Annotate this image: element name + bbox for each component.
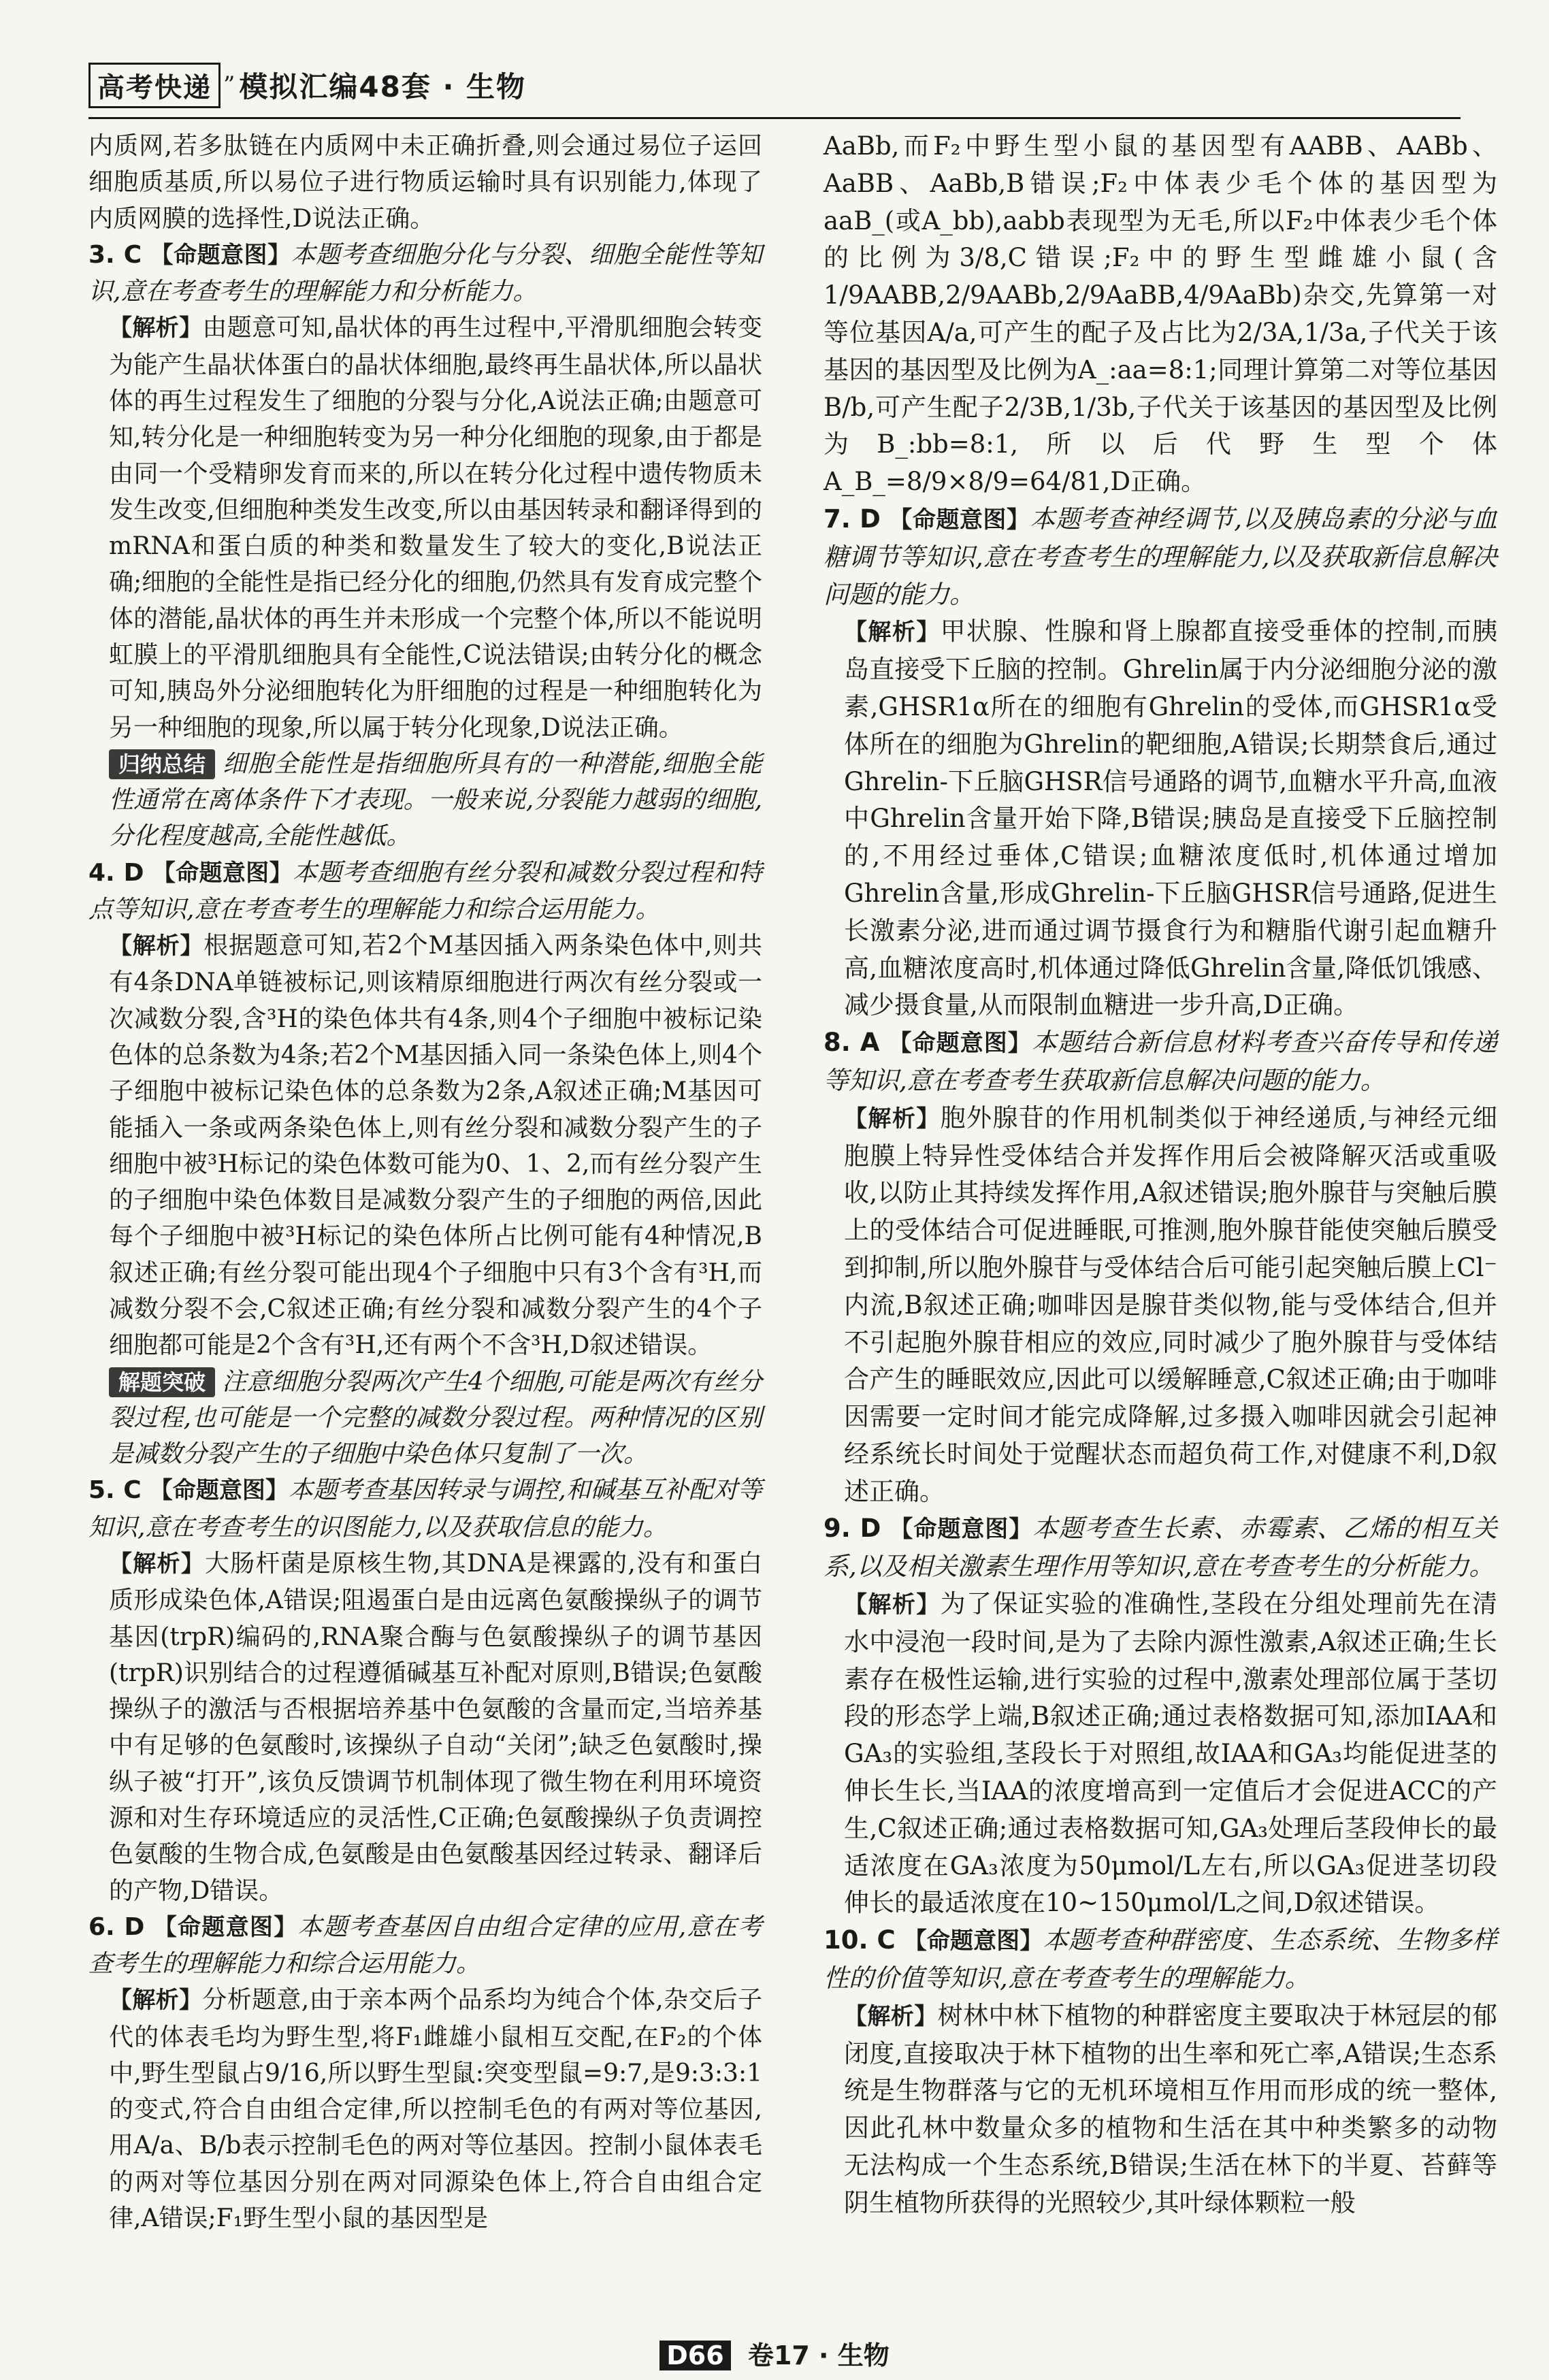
analysis-tag: 【解析】 — [109, 1987, 203, 2015]
question-intent — [824, 1922, 1497, 1998]
intent-tag: 【命题意图】 — [903, 1927, 1043, 1955]
analysis — [88, 1546, 762, 1909]
analysis-text: 胞外腺苷的作用机制类似于神经递质,与神经元细胞膜上特异性受体结合并发挥作用后会被降解灭活或重吸收,以防止其持续发挥作用,A叙述错误;胞外腺苷与突触后膜上的受体结合可促进睡眠,可推测,胞外腺苷能使突触后膜受到抑制,所以胞外腺苷与受体结合后可能引起突触后膜上Cl⁻内流,B叙述正确;咖啡因是腺苷类似物,能与受体结合,但并不引起胞外腺苷相应的效应,同时减少了胞外腺苷与受体结合产生的睡眠效应,因此可以缓解睡意,C叙述正确;由于咖啡因需要一定时间才能完成降解,过多摄入咖啡因就会引起神经系统长时间处于觉醒状态而超负荷工作,对健康不利,D叙述正确。 — [844, 1103, 1497, 1506]
tip-box — [88, 1364, 762, 1473]
intent-text: 本题结合新信息材料考查兴奋传导和传递等知识,意在考查考生获取新信息解决问题的能力。 — [824, 1028, 1497, 1095]
tip-text: 细胞全能性是指细胞所具有的一种潜能,细胞全能性通常在离体条件下才表现。一般来说,分裂能力越弱的细胞,分化程度越高,全能性越低。 — [109, 749, 762, 851]
intent-text: 本题考查生长素、赤霉素、乙烯的相互关系,以及相关激素生理作用等知识,意在考查考生的分析能力。 — [824, 1514, 1498, 1582]
tip-box — [88, 746, 762, 855]
book-title: 模拟汇编48套 · 生物 — [239, 70, 527, 103]
analysis-text: 为了保证实验的准确性,茎段在分组处理前先在清水中浸泡一段时间,是为了去除内源性激素,A叙述正确;生长素存在极性运输,进行实验的过程中,激素处理部位属于茎切段的形态学上端,B叙述正确;通过表格数据可知,添加IAA和GA₃的实验组,茎段长于对照组,故IAA和GA₃均能促进茎的伸长生长,当IAA的浓度增高到一定值后才会促进ACC的产生,C叙述正确;通过表格数据可知,GA₃处理后茎段伸长的最适浓度在GA₃浓度为50μmol/L左右,所以GA₃促进茎切段伸长的最适浓度在10~150μmol/L之间,D叙述错误。 — [844, 1589, 1497, 1918]
intent-text: 本题考查神经调节,以及胰岛素的分泌与血糖调节等知识,意在考查考生的理解能力,以及获取新信息解决问题的能力。 — [824, 504, 1498, 609]
analysis — [88, 310, 762, 745]
intent-tag: 【命题意图】 — [152, 1913, 298, 1941]
intent-text: 本题考查细胞分化与分裂、细胞全能性等知识,意在考查考生的理解能力和分析能力。 — [88, 240, 762, 306]
analysis-text: 根据题意可知,若2个M基因插入两条染色体中,则共有4条DNA单链被标记,则该精原细胞进行两次有丝分裂或一次减数分裂,含³H的染色体共有4条,则4个子细胞中被标记染色体的总条数为4条;若2个M基因插入同一条染色体上,则4个子细胞中被标记染色体的总条数为2条,A叙述正确;M基因可能插入一条或两条染色体上,则有丝分裂和减数分裂产生的子细胞中被³H标记的染色体数可能为0、1、2,而有丝分裂产生的子细胞中染色体数目是减数分裂产生的子细胞的两倍,因此每个子细胞中被³H标记的染色体所占比例可能有4种情况,B叙述正确;有丝分裂可能出现4个子细胞中只有3个含有³H,而减数分裂不会,C叙述正确;有丝分裂和减数分裂产生的4个子细胞都可能是2个含有³H,还有两个不含³H,D叙述错误。 — [109, 932, 763, 1360]
question-intent — [88, 1472, 762, 1546]
question-intent — [824, 1510, 1497, 1586]
page-footer — [0, 2334, 1549, 2372]
analysis-text: 甲状腺、性腺和肾上腺都直接受垂体的控制,而胰岛直接受下丘脑的控制。Ghrelin属于内分泌细胞分泌的激素,GHSR1α所在的细胞有Ghrelin的受体,而GHSR1α受体所在的细胞为Ghrelin的靶细胞,A错误;长期禁食后,通过Ghrelin-下丘脑GHSR信号通路的调节,血糖水平升高,血液中Ghrelin含量开始下降,B错误;胰岛是直接受下丘脑控制的,不用经过垂体,C错误;血糖浓度低时,机体通过增加Ghrelin含量,形成Ghrelin-下丘脑GHSR信号通路,促进生长激素分泌,进而通过调节摄食行为和糖脂代谢引起血糖升高,血糖浓度高时,机体通过降低Ghrelin含量,降低饥饿感、减少摄食量,从而限制血糖进一步升高,D正确。 — [844, 617, 1497, 1020]
brand-logo: 高考快递 — [88, 63, 221, 108]
intent-text: 本题考查基因转录与调控,和碱基互补配对等知识,意在考查考生的识图能力,以及获取信息的能力。 — [88, 1476, 763, 1542]
analysis — [88, 1982, 762, 2236]
analysis-text: 分析题意,由于亲本两个品系均为纯合个体,杂交后子代的体表毛均为野生型,将F₁雌雄小鼠相互交配,在F₂的个体中,野生型鼠占9/16,所以野生型鼠:突变型鼠=9:7,是9:3:3:1的变式,符合自由组合定律,所以控制毛色的有两对等位基因,用A/a、B/b表示控制毛色的两对等位基因。控制小鼠体表毛的两对等位基因分别在两对同源染色体上,符合自由组合定律,A错误;F₁野生型小鼠的基因型是 — [109, 1986, 763, 2233]
analysis-text: 大肠杆菌是原核生物,其DNA是裸露的,没有和蛋白质形成染色体,A错误;阻遏蛋白是由远离色氨酸操纵子的调节基因(trpR)编码的,RNA聚合酶与色氨酸操纵子的调节基因(trpR)识别结合的过程遵循碱基互补配对原则,B错误;色氨酸操纵子的激活与否根据培养基中色氨酸的含量而定,当培养基中有足够的色氨酸时,该操纵子自动“关闭”;缺乏色氨酸时,操纵子被“打开”,该负反馈调节机制体现了微生物在利用环境资源和对生存环境适应的灵活性,C正确;色氨酸操纵子负责调控色氨酸的生物合成,色氨酸是由色氨酸基因经过转录、翻译后的产物,D错误。 — [109, 1549, 763, 1905]
paragraph: 内质网,若多肽链在内质网中未正确折叠,则会通过易位子运回细胞质基质,所以易位子进行物质运输时具有识别能力,体现了内质网膜的选择性,D说法正确。 — [88, 132, 762, 233]
analysis-tag: 【解析】 — [109, 932, 204, 960]
paragraph: AaBb,而F₂中野生型小鼠的基因型有AABB、AABb、AaBB、AaBb,B错误;F₂中体表少毛个体的基因型为aaB_(或A_bb),aabb表现型为无毛,所以F₂中体表少毛个体的比例为3/8,C错误;F₂中的野生型雌雄小鼠(含1/9AABB,2/9AABb,2/9AaBB,4/9AaBb)杂交,先算第一对等位基因A/a,可产生的配子及占比为2/3A,1/3a,子代关于该基因的基因型及比例为A_:aa=8:1;同理计算第二对等位基因B/b,可产生配子2/3B,1/3b,子代关于该基因的基因型及比例为B_:bb=8:1,所以后代野生型个体A_B_=8/9×8/9=64/81,D正确。 — [824, 131, 1497, 497]
analysis-tag: 【解析】 — [109, 314, 203, 342]
left-column — [88, 128, 762, 2236]
right-column — [824, 128, 1497, 2222]
analysis-tag: 【解析】 — [844, 1591, 941, 1619]
intent-text: 本题考查基因自由组合定律的应用,意在考查考生的理解能力和综合运用能力。 — [88, 1912, 763, 1978]
tip-label: 归纳总结 — [109, 749, 215, 779]
analysis-tag: 【解析】 — [844, 1105, 941, 1132]
intent-tag: 【命题意图】 — [888, 506, 1030, 534]
intent-text: 本题考查细胞有丝分裂和减数分裂过程和特点等知识,意在考查考生的理解能力和综合运用能力。 — [88, 858, 762, 924]
intent-tag: 【命题意图】 — [150, 241, 291, 269]
question-intent — [824, 1024, 1497, 1100]
question-intent — [88, 855, 762, 928]
intent-text: 本题考查种群密度、生态系统、生物多样性的价值等知识,意在考查考生的理解能力。 — [824, 1925, 1498, 1993]
intent-tag: 【命题意图】 — [887, 1030, 1032, 1058]
intent-tag: 【命题意图】 — [152, 859, 293, 887]
analysis-tag: 【解析】 — [844, 619, 941, 647]
analysis — [824, 1586, 1497, 1922]
analysis-tag: 【解析】 — [109, 1550, 205, 1578]
analysis — [824, 1998, 1497, 2222]
analysis-text: 树林中林下植物的种群密度主要取决于林冠层的郁闭度,直接取决于林下植物的出生率和死亡率,A错误;生态系统是生物群落与它的无机环境相互作用而形成的统一整体,因此孔林中数量众多的植物和生活在其中种类繁多的动物无法构成一个生态系统,B错误;生活在林下的半夏、苔藓等阴生植物所获得的光照较少,其叶绿体颗粒一般 — [844, 2000, 1498, 2217]
tip-label: 解题突破 — [109, 1367, 215, 1397]
answer-number: 3. C — [88, 240, 142, 269]
tip-text: 注意细胞分裂两次产生4个细胞,可能是两次有丝分裂过程,也可能是一个完整的减数分裂过程。两种情况的区别是减数分裂产生的子细胞中染色体只复制了一次。 — [109, 1367, 762, 1469]
page-number: D66 — [659, 2341, 730, 2370]
brand-quote-icon: ” — [223, 71, 235, 99]
answer-number: 10. C — [824, 1925, 896, 1955]
question-intent — [88, 1909, 762, 1983]
analysis — [88, 928, 762, 1363]
analysis — [824, 1100, 1497, 1511]
header-divider — [88, 117, 1461, 119]
answer-number: 7. D — [824, 504, 881, 534]
intent-tag: 【命题意图】 — [149, 1477, 289, 1505]
answer-number: 6. D — [88, 1912, 145, 1941]
answer-number: 5. C — [88, 1476, 142, 1505]
answer-number: 8. A — [824, 1028, 880, 1058]
intent-tag: 【命题意图】 — [889, 1516, 1033, 1544]
analysis-text: 由题意可知,晶状体的再生过程中,平滑肌细胞会转变为能产生晶状体蛋白的晶状体细胞,最终再生晶状体,所以晶状体的再生过程发生了细胞的分裂与分化,A说法正确;由题意可知,转分化是一种细胞转变为另一种分化细胞的现象,由于都是由同一个受精卵发育而来的,所以在转分化过程中遗传物质未发生改变,但细胞种类发生改变,所以由基因转录和翻译得到的mRNA和蛋白质的种类和数量发生了较大的变化,B说法正确;细胞的全能性是指已经分化的细胞,仍然具有发育成完整个体的潜能,晶状体的再生并未形成一个完整个体,所以不能说明虹膜上的平滑肌细胞具有全能性,C说法错误;由转分化的概念可知,胰岛外分泌细胞转化为肝细胞的过程是一种细胞转化为另一种细胞的现象,所以属于转分化现象,D说法正确。 — [109, 314, 763, 742]
answer-number: 9. D — [824, 1514, 881, 1544]
volume-label: 卷17 · 生物 — [747, 2341, 890, 2370]
question-intent — [824, 501, 1497, 613]
question-intent — [88, 237, 762, 310]
analysis-tag: 【解析】 — [844, 2002, 938, 2030]
page-header — [88, 57, 526, 113]
analysis — [824, 613, 1497, 1024]
answer-number: 4. D — [88, 858, 144, 887]
